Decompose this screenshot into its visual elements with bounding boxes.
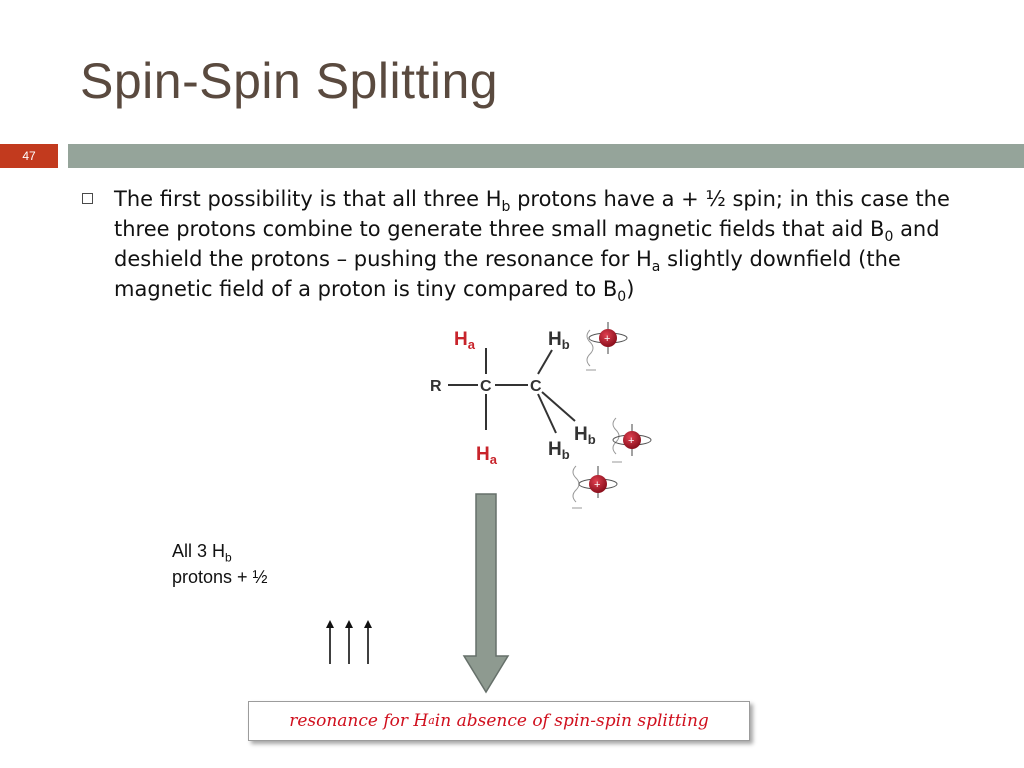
slide-number: 47: [0, 144, 58, 168]
hb-middle-label: $H_b$: [574, 424, 596, 447]
downward-arrow-icon: [462, 492, 510, 696]
bullet-square-icon: [82, 193, 93, 204]
proton-spin-icon-2: [612, 418, 651, 462]
bond-lines: [448, 348, 575, 433]
spin-caption: All 3 $H_b$ protons + ½: [172, 541, 268, 587]
slide-title: Spin-Spin Splitting: [80, 53, 499, 109]
proton-spin-icon-1: [586, 322, 627, 370]
r-group-label: R: [430, 378, 442, 395]
hb-top-label: $H_b$: [548, 329, 570, 352]
spin-up-arrows-icon: [320, 618, 380, 666]
title-divider-bar: [68, 144, 1024, 168]
svg-text:+: +: [594, 479, 601, 491]
svg-text:+: +: [628, 435, 635, 447]
hb-bottom-label: $H_b$: [548, 439, 570, 462]
ha-bottom-label: $H_a$: [476, 444, 497, 467]
resonance-label-box: resonance for H a in absence of spin-spin splitting: [248, 701, 750, 741]
molecule-diagram: [420, 318, 670, 518]
carbon-label-1: C: [480, 378, 492, 395]
bullet-text: The first possibility is that all three $H_b$ protons have a + ½ spin; in this case the three protons combine to generate three small magnetic fields that aid $B_0$ and deshield the protons – pushing the resonance for $H_a$ slightly downfield (the magnetic field of a proton is tiny compared to $B_0$): [114, 187, 950, 306]
svg-text:+: +: [604, 333, 611, 345]
ha-top-label: $H_a$: [454, 329, 475, 352]
carbon-label-2: C: [530, 378, 542, 395]
proton-spin-icon-3: [572, 466, 617, 508]
